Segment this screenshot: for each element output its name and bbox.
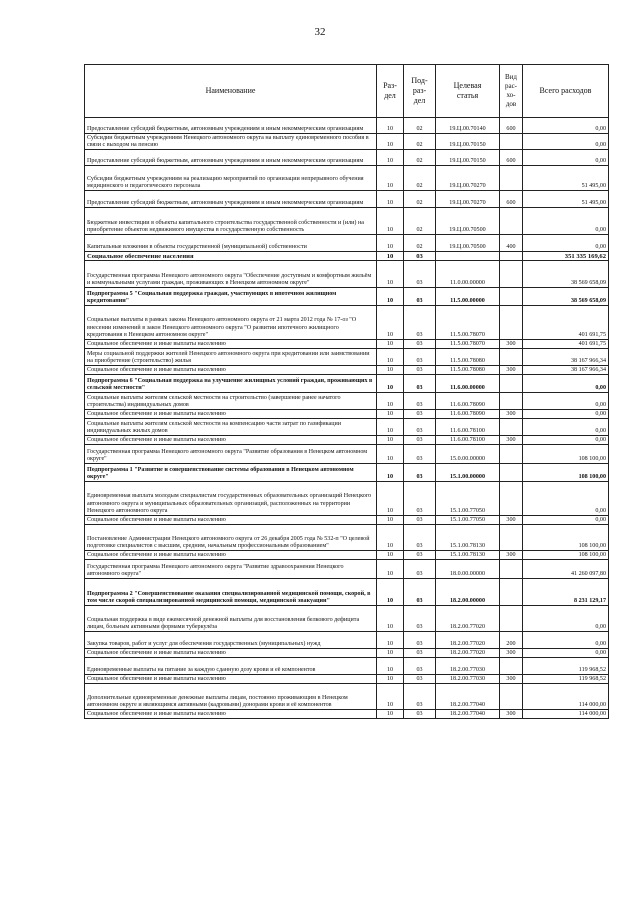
cell-razdel: 10 (377, 288, 404, 306)
cell-razdel: 10 (377, 252, 404, 261)
cell-podrazdel: 03 (404, 606, 436, 632)
cell-name: Социальное обеспечение и иные выплаты населению (85, 340, 377, 349)
table-row (85, 252, 609, 261)
table-row (85, 191, 609, 208)
cell-amount: 119 968,52 (523, 658, 609, 675)
cell-name: Социальное обеспечение и иные выплаты населению (85, 410, 377, 419)
cell-podrazdel: 03 (404, 649, 436, 658)
cell-amount: 0,00 (523, 649, 609, 658)
cell-podrazdel: 03 (404, 419, 436, 436)
cell-target: 18.2.00.77040 (436, 710, 500, 719)
cell-razdel: 10 (377, 261, 404, 288)
cell-amount: 0,00 (523, 419, 609, 436)
cell-amount: 401 691,75 (523, 340, 609, 349)
cell-podrazdel: 03 (404, 560, 436, 579)
cell-amount: 0,00 (523, 632, 609, 649)
budget-table (84, 64, 609, 719)
cell-name: Бюджетные инвестиции в объекты капитального строительства государственной собственности и (или) на приобретение объектов недвижимого имущества в государственную собственность (85, 208, 377, 235)
cell-amount: 38 569 658,09 (523, 288, 609, 306)
cell-name: Социальные выплаты в рамках закона Ненецкого автономного округа от 21 марта 2012 года № 17-оз "О внесении изменений в закон Ненецкого автономного округа "О развитии ипотечного жилищного кредитования в Ненецком автономном округе" (85, 306, 377, 340)
cell-target: 11.5.00.78070 (436, 306, 500, 340)
cell-razdel: 10 (377, 134, 404, 150)
cell-target: 19.Ц.00.70500 (436, 235, 500, 252)
cell-name: Социальная поддержка в виде ежемесячной денежной выплаты для восстановления белкового дефицита лицам, больным активными формами туберкулёза (85, 606, 377, 632)
cell-amount: 0,00 (523, 516, 609, 525)
column-header-razdel: Раз- дел (377, 65, 404, 118)
cell-target: 15.0.00.00000 (436, 445, 500, 464)
cell-name: Социальное обеспечение и иные выплаты населению (85, 551, 377, 560)
cell-vid: 400 (500, 235, 523, 252)
cell-razdel: 10 (377, 632, 404, 649)
cell-vid (500, 525, 523, 551)
cell-name: Единовременная выплата молодым специалистам государственных образовательных организаций Ненецкого автономного округа и муниципальных образовательных организаций, расположенных на территории Ненецкого автономного округа (85, 482, 377, 516)
cell-podrazdel: 03 (404, 252, 436, 261)
cell-target: 11.5.00.78070 (436, 340, 500, 349)
table-row (85, 482, 609, 516)
cell-vid: 300 (500, 675, 523, 684)
cell-name: Закупка товаров, работ и услуг для обеспечения государственных (муниципальных) нужд (85, 632, 377, 649)
cell-target: 19.Ц.00.70150 (436, 134, 500, 150)
cell-amount: 0,00 (523, 134, 609, 150)
table-row (85, 658, 609, 675)
cell-vid (500, 166, 523, 191)
cell-amount: 38 167 966,34 (523, 349, 609, 366)
cell-vid (500, 261, 523, 288)
cell-name: Дополнительные единовременные денежные выплаты лицам, постоянно проживающим в Ненецком автономном округе и являющимся активными (кадровыми) донорами крови и её компонентов (85, 684, 377, 710)
cell-vid (500, 306, 523, 340)
cell-target: 19.Ц.00.70150 (436, 150, 500, 166)
table-row (85, 710, 609, 719)
table-row (85, 419, 609, 436)
cell-amount: 114 000,00 (523, 684, 609, 710)
cell-target: 11.5.00.78080 (436, 366, 500, 375)
cell-razdel: 10 (377, 366, 404, 375)
cell-name: Подпрограмма 6 "Социальная поддержка на улучшение жилищных условий граждан, проживающих в сельской местности" (85, 375, 377, 393)
table-row (85, 340, 609, 349)
cell-target: 18.2.00.77020 (436, 632, 500, 649)
cell-amount: 114 000,00 (523, 710, 609, 719)
cell-name: Предоставление субсидий бюджетным, автономным учреждениям и иным некоммерческим организациям (85, 150, 377, 166)
cell-razdel: 10 (377, 606, 404, 632)
cell-razdel: 10 (377, 150, 404, 166)
cell-vid (500, 560, 523, 579)
cell-amount: 351 335 169,62 (523, 252, 609, 261)
cell-amount: 0,00 (523, 235, 609, 252)
cell-amount: 0,00 (523, 482, 609, 516)
cell-target: 15.1.00.78130 (436, 525, 500, 551)
cell-podrazdel: 03 (404, 288, 436, 306)
cell-vid (500, 375, 523, 393)
table-row (85, 675, 609, 684)
cell-vid (500, 393, 523, 410)
cell-vid: 300 (500, 366, 523, 375)
cell-name: Субсидии бюджетным учреждениям Ненецкого автономного округа на выплату единовременного пособия в связи с выходом на пенсию (85, 134, 377, 150)
cell-amount: 0,00 (523, 118, 609, 134)
cell-vid: 600 (500, 118, 523, 134)
cell-vid (500, 134, 523, 150)
cell-podrazdel: 02 (404, 166, 436, 191)
cell-target: 18.2.00.77020 (436, 649, 500, 658)
cell-vid: 300 (500, 710, 523, 719)
cell-vid: 600 (500, 191, 523, 208)
cell-amount: 108 100,00 (523, 445, 609, 464)
cell-podrazdel: 02 (404, 235, 436, 252)
table-row (85, 349, 609, 366)
cell-vid (500, 606, 523, 632)
table-row (85, 525, 609, 551)
table-row (85, 684, 609, 710)
table-row (85, 516, 609, 525)
cell-amount: 51 495,00 (523, 191, 609, 208)
cell-name: Социальное обеспечение населения (85, 252, 377, 261)
column-header-podrazdel: Под- раз- дел (404, 65, 436, 118)
column-header-name: Наименование (85, 65, 377, 118)
cell-podrazdel: 02 (404, 134, 436, 150)
cell-target: 11.6.00.78090 (436, 393, 500, 410)
cell-podrazdel: 03 (404, 340, 436, 349)
cell-podrazdel: 03 (404, 579, 436, 606)
cell-name: Подпрограмма 1 "Развитие и совершенствование системы образования в Ненецком автономном округе" (85, 464, 377, 482)
cell-target: 11.6.00.78100 (436, 436, 500, 445)
cell-name: Социальное обеспечение и иные выплаты населению (85, 710, 377, 719)
cell-podrazdel: 03 (404, 410, 436, 419)
cell-razdel: 10 (377, 410, 404, 419)
cell-podrazdel: 03 (404, 436, 436, 445)
cell-vid (500, 658, 523, 675)
cell-razdel: 10 (377, 579, 404, 606)
table-header-row (85, 65, 609, 118)
cell-razdel: 10 (377, 436, 404, 445)
cell-amount: 51 495,00 (523, 166, 609, 191)
cell-vid (500, 445, 523, 464)
cell-target: 18.0.00.00000 (436, 560, 500, 579)
cell-amount: 0,00 (523, 150, 609, 166)
cell-podrazdel: 03 (404, 306, 436, 340)
cell-vid: 300 (500, 410, 523, 419)
cell-name: Подпрограмма 5 "Социальная поддержка граждан, участвующих в ипотечном жилищном кредитовании" (85, 288, 377, 306)
cell-name: Социальные выплаты жителям сельской местности на компенсацию части затрат по газификации индивидуальных жилых домов (85, 419, 377, 436)
cell-vid (500, 349, 523, 366)
cell-razdel: 10 (377, 118, 404, 134)
cell-podrazdel: 03 (404, 445, 436, 464)
cell-amount: 8 231 129,17 (523, 579, 609, 606)
cell-name: Государственная программа Ненецкого автономного округа "Развитие здравоохранения Ненецкого автономного округа" (85, 560, 377, 579)
cell-vid (500, 579, 523, 606)
cell-name: Предоставление субсидий бюджетным, автономным учреждениям и иным некоммерческим организациям (85, 118, 377, 134)
cell-target: 18.2.00.00000 (436, 579, 500, 606)
cell-podrazdel: 02 (404, 208, 436, 235)
cell-amount: 0,00 (523, 606, 609, 632)
cell-podrazdel: 03 (404, 482, 436, 516)
cell-target: 11.6.00.00000 (436, 375, 500, 393)
cell-podrazdel: 03 (404, 632, 436, 649)
cell-razdel: 10 (377, 525, 404, 551)
cell-podrazdel: 03 (404, 366, 436, 375)
table-row (85, 579, 609, 606)
table-row (85, 366, 609, 375)
cell-razdel: 10 (377, 560, 404, 579)
cell-razdel: 10 (377, 306, 404, 340)
cell-vid (500, 288, 523, 306)
cell-target: 15.1.00.78130 (436, 551, 500, 560)
cell-target: 15.1.00.77050 (436, 516, 500, 525)
cell-target: 11.5.00.78080 (436, 349, 500, 366)
table-row (85, 166, 609, 191)
table-row (85, 208, 609, 235)
cell-name: Социальное обеспечение и иные выплаты населению (85, 675, 377, 684)
cell-razdel: 10 (377, 445, 404, 464)
page-number: 32 (314, 26, 326, 38)
cell-vid (500, 464, 523, 482)
table-row (85, 632, 609, 649)
cell-name: Социальные выплаты жителям сельской местности на строительство (завершение ранее начатого строительства) индивидуальных домов (85, 393, 377, 410)
cell-name: Субсидии бюджетным учреждениям на реализацию мероприятий по организации непрерывного обучения медицинского и педагогического персонала (85, 166, 377, 191)
cell-vid: 300 (500, 340, 523, 349)
cell-podrazdel: 03 (404, 393, 436, 410)
cell-razdel: 10 (377, 419, 404, 436)
cell-razdel: 10 (377, 191, 404, 208)
cell-vid: 300 (500, 551, 523, 560)
cell-razdel: 10 (377, 393, 404, 410)
cell-name: Социальное обеспечение и иные выплаты населению (85, 516, 377, 525)
cell-amount: 0,00 (523, 208, 609, 235)
table-body (85, 118, 609, 719)
cell-razdel: 10 (377, 658, 404, 675)
cell-target: 19.Ц.00.70270 (436, 191, 500, 208)
table-row (85, 410, 609, 419)
cell-name: Государственная программа Ненецкого автономного округа "Развитие образования в Ненецком автономном округе" (85, 445, 377, 464)
cell-amount: 108 100,00 (523, 525, 609, 551)
cell-target: 11.5.00.00000 (436, 288, 500, 306)
cell-target: 18.2.00.77020 (436, 606, 500, 632)
cell-podrazdel: 03 (404, 464, 436, 482)
cell-podrazdel: 03 (404, 375, 436, 393)
cell-razdel: 10 (377, 551, 404, 560)
table-row (85, 261, 609, 288)
cell-amount: 401 691,75 (523, 306, 609, 340)
column-header-target: Целевая статья (436, 65, 500, 118)
cell-podrazdel: 02 (404, 118, 436, 134)
cell-name: Меры социальной поддержки жителей Ненецкого автономного округа при кредитовании или заимствовании на приобретение (строительство) жилья (85, 349, 377, 366)
cell-podrazdel: 02 (404, 191, 436, 208)
cell-razdel: 10 (377, 208, 404, 235)
cell-name: Государственная программа Ненецкого автономного округа "Обеспечение доступным и комфортным жильём и коммунальными услугами граждан, проживающих в Ненецком автономном округе" (85, 261, 377, 288)
cell-vid: 300 (500, 516, 523, 525)
cell-podrazdel: 03 (404, 658, 436, 675)
cell-vid (500, 482, 523, 516)
cell-podrazdel: 03 (404, 675, 436, 684)
cell-target: 15.1.00.00000 (436, 464, 500, 482)
cell-razdel: 10 (377, 684, 404, 710)
cell-target: 19.Ц.00.70140 (436, 118, 500, 134)
table-row (85, 393, 609, 410)
cell-amount: 38 167 966,34 (523, 366, 609, 375)
cell-podrazdel: 03 (404, 684, 436, 710)
cell-vid: 300 (500, 436, 523, 445)
cell-target: 19.Ц.00.70500 (436, 208, 500, 235)
cell-amount: 0,00 (523, 436, 609, 445)
cell-razdel: 10 (377, 235, 404, 252)
table-row (85, 150, 609, 166)
cell-name: Подпрограмма 2 "Совершенствование оказания специализированной медицинской помощи, скорой, в том числе скорой специализированной медицинской помощи, медицинской эвакуации" (85, 579, 377, 606)
table-row (85, 606, 609, 632)
cell-podrazdel: 03 (404, 516, 436, 525)
cell-razdel: 10 (377, 464, 404, 482)
cell-target: 19.Ц.00.70270 (436, 166, 500, 191)
cell-vid (500, 684, 523, 710)
table-row (85, 134, 609, 150)
cell-razdel: 10 (377, 166, 404, 191)
cell-name: Социальное обеспечение и иные выплаты населению (85, 366, 377, 375)
column-header-vid: Вид рас- хо- дов (500, 65, 523, 118)
cell-target: 11.6.00.78090 (436, 410, 500, 419)
cell-name: Социальное обеспечение и иные выплаты населению (85, 649, 377, 658)
table-row (85, 288, 609, 306)
cell-amount: 108 100,00 (523, 464, 609, 482)
table-row (85, 560, 609, 579)
cell-razdel: 10 (377, 649, 404, 658)
cell-vid: 600 (500, 150, 523, 166)
cell-target: 18.2.00.77040 (436, 684, 500, 710)
cell-target: 18.2.00.77030 (436, 675, 500, 684)
table-row (85, 235, 609, 252)
table-row (85, 375, 609, 393)
cell-amount: 0,00 (523, 375, 609, 393)
cell-razdel: 10 (377, 349, 404, 366)
cell-name: Капитальные вложения в объекты государственной (муниципальной) собственности (85, 235, 377, 252)
table-row (85, 464, 609, 482)
cell-vid (500, 252, 523, 261)
cell-amount: 0,00 (523, 393, 609, 410)
cell-razdel: 10 (377, 340, 404, 349)
cell-razdel: 10 (377, 482, 404, 516)
table-row (85, 436, 609, 445)
cell-podrazdel: 03 (404, 349, 436, 366)
cell-target: 11.0.00.00000 (436, 261, 500, 288)
cell-name: Постановление Администрации Ненецкого автономного округа от 26 декабря 2005 года № 532-п "О целевой подготовке специалистов с высшим, средним, начальным профессиональным образованием" (85, 525, 377, 551)
cell-razdel: 10 (377, 675, 404, 684)
table-row (85, 306, 609, 340)
cell-name: Социальное обеспечение и иные выплаты населению (85, 436, 377, 445)
cell-amount: 0,00 (523, 410, 609, 419)
cell-amount: 38 569 658,09 (523, 261, 609, 288)
cell-target: 15.1.00.77050 (436, 482, 500, 516)
cell-target: 11.6.00.78100 (436, 419, 500, 436)
table-row (85, 649, 609, 658)
column-header-total: Всего расходов (523, 65, 609, 118)
cell-podrazdel: 03 (404, 525, 436, 551)
cell-vid: 300 (500, 649, 523, 658)
cell-podrazdel: 03 (404, 261, 436, 288)
cell-podrazdel: 03 (404, 551, 436, 560)
table-row (85, 118, 609, 134)
cell-podrazdel: 03 (404, 710, 436, 719)
cell-amount: 119 968,52 (523, 675, 609, 684)
cell-amount: 41 260 097,80 (523, 560, 609, 579)
cell-target: 18.2.00.77030 (436, 658, 500, 675)
cell-target (436, 252, 500, 261)
table-row (85, 445, 609, 464)
cell-name: Единовременные выплаты на питание за каждую сданную дозу крови и её компонентов (85, 658, 377, 675)
cell-vid (500, 208, 523, 235)
cell-podrazdel: 02 (404, 150, 436, 166)
cell-razdel: 10 (377, 375, 404, 393)
cell-razdel: 10 (377, 516, 404, 525)
cell-amount: 108 100,00 (523, 551, 609, 560)
cell-razdel: 10 (377, 710, 404, 719)
cell-name: Предоставление субсидий бюджетным, автономным учреждениям и иным некоммерческим организациям (85, 191, 377, 208)
table-row (85, 551, 609, 560)
cell-vid: 200 (500, 632, 523, 649)
cell-vid (500, 419, 523, 436)
